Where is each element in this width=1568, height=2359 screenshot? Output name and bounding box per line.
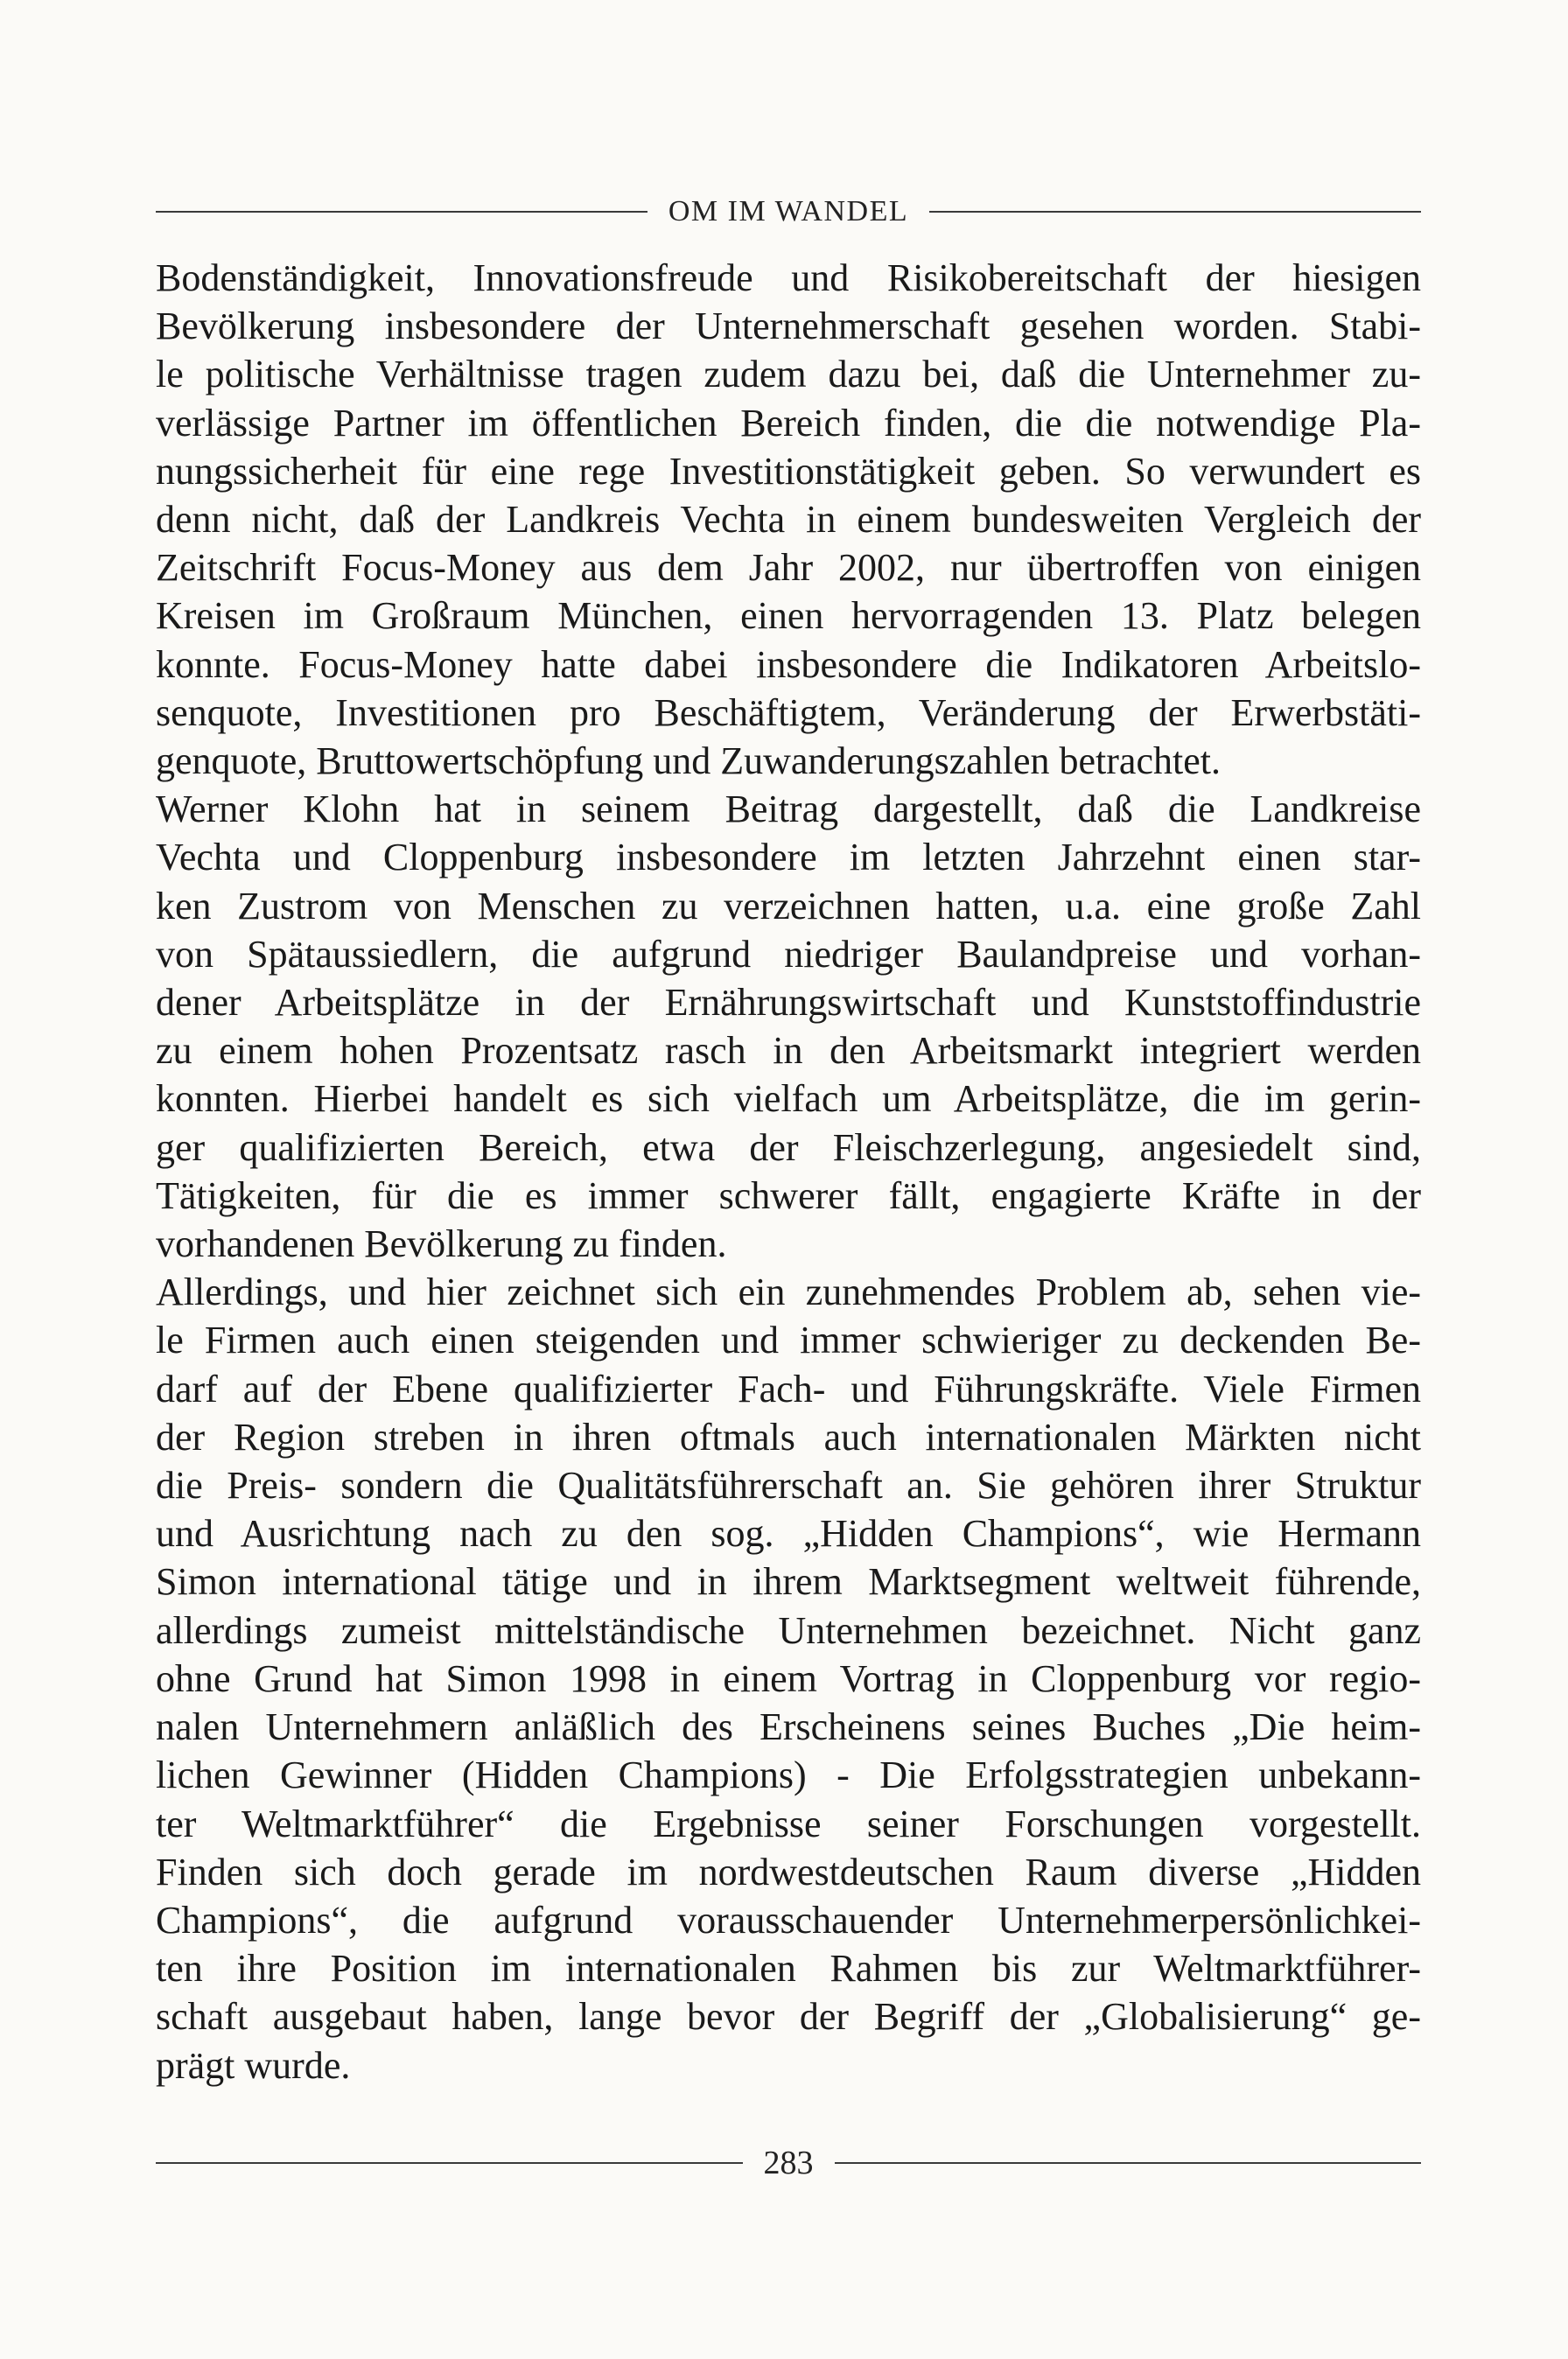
text-line: le Firmen auch einen steigenden und immer schwieriger zu deckenden Be- xyxy=(156,1319,1421,1362)
text-line: denn nicht, daß der Landkreis Vechta in einem bundesweiten Vergleich der xyxy=(156,498,1421,542)
text-line: die Preis- sondern die Qualitätsführerschaft an. Sie gehören ihrer Struktur xyxy=(156,1464,1421,1508)
text-line: Allerdings, und hier zeichnet sich ein zunehmendes Problem ab, sehen vie- xyxy=(156,1270,1421,1314)
paragraph xyxy=(156,785,1421,1268)
text-line: konnten. Hierbei handelt es sich vielfach um Arbeitsplätze, die im gerin- xyxy=(156,1077,1421,1121)
text-line: Bodenständigkeit, Innovationsfreude und Risikobereitschaft der hiesigen xyxy=(156,256,1421,299)
text-line: von Spätaussiedlern, die aufgrund niedriger Baulandpreise und vorhan- xyxy=(156,932,1421,976)
text-line: allerdings zumeist mittelständische Unternehmen bezeichnet. Nicht ganz xyxy=(156,1608,1421,1652)
text-line: lichen Gewinner (Hidden Champions) - Die Erfolgsstrategien unbekann- xyxy=(156,1754,1421,1797)
text-line: dener Arbeitsplätze in der Ernährungswirtschaft und Kunststoffindustrie xyxy=(156,981,1421,1025)
header-rule-left xyxy=(156,211,648,213)
text-line: senquote, Investitionen pro Beschäftigtem, Veränderung der Erwerbstäti- xyxy=(156,690,1421,734)
text-line: ter Weltmarktführer“ die Ergebnisse seiner Forschungen vorgestellt. xyxy=(156,1802,1421,1845)
text-line: Tätigkeiten, für die es immer schwerer fällt, engagierte Kräfte in der xyxy=(156,1173,1421,1217)
text-line: konnte. Focus-Money hatte dabei insbesondere die Indikatoren Arbeitslo- xyxy=(156,642,1421,686)
text-line: prägt wurde. xyxy=(156,2043,351,2087)
text-line: Werner Klohn hat in seinem Beitrag dargestellt, daß die Landkreise xyxy=(156,788,1421,831)
text-line: le politische Verhältnisse tragen zudem dazu bei, daß die Unternehmer zu- xyxy=(156,353,1421,396)
running-head-title: OM IM WANDEL xyxy=(668,195,909,228)
text-line: zu einem hohen Prozentsatz rasch in den Arbeitsmarkt integriert werden xyxy=(156,1029,1421,1073)
text-line: ohne Grund hat Simon 1998 in einem Vortrag in Cloppenburg vor regio- xyxy=(156,1656,1421,1700)
text-line: Bevölkerung insbesondere der Unternehmerschaft gesehen worden. Stabi- xyxy=(156,304,1421,348)
text-line: verlässige Partner im öffentlichen Bereich finden, die die notwendige Pla- xyxy=(156,401,1421,444)
text-line: Kreisen im Großraum München, einen hervorragenden 13. Platz belegen xyxy=(156,594,1421,638)
text-line: Simon international tätige und in ihrem Marktsegment weltweit führende, xyxy=(156,1560,1421,1604)
paragraph xyxy=(156,1268,1421,2089)
text-line: und Ausrichtung nach zu den sog. „Hidden Champions“, wie Hermann xyxy=(156,1512,1421,1556)
text-line: schaft ausgebaut haben, lange bevor der Begriff der „Globalisierung“ ge- xyxy=(156,1995,1421,2039)
running-header xyxy=(156,191,1421,233)
text-line: darf auf der Ebene qualifizierter Fach- und Führungskräfte. Viele Firmen xyxy=(156,1367,1421,1410)
text-line: vorhandenen Bevölkerung zu finden. xyxy=(156,1222,727,1266)
text-line: Zeitschrift Focus-Money aus dem Jahr 2002, nur übertroffen von einigen xyxy=(156,546,1421,590)
page-number: 283 xyxy=(763,2145,814,2181)
text-line: ten ihre Position im internationalen Rahmen bis zur Weltmarktführer- xyxy=(156,1947,1421,1991)
body-text xyxy=(156,254,1421,2090)
text-line: Finden sich doch gerade im nordwestdeutschen Raum diverse „Hidden xyxy=(156,1850,1421,1894)
paragraph xyxy=(156,254,1421,785)
text-line: nungssicherheit für eine rege Investitionstätigkeit geben. So verwundert es xyxy=(156,449,1421,493)
text-line: Champions“, die aufgrund vorausschauender Unternehmerpersönlichkei- xyxy=(156,1898,1421,1942)
text-line: Vechta und Cloppenburg insbesondere im letzten Jahrzehnt einen star- xyxy=(156,836,1421,879)
footer-rule-left xyxy=(156,2162,743,2164)
text-line: nalen Unternehmern anläßlich des Erscheinens seines Buches „Die heim- xyxy=(156,1705,1421,1749)
text-line: ger qualifizierten Bereich, etwa der Fleischzerlegung, angesiedelt sind, xyxy=(156,1125,1421,1169)
text-line: der Region streben in ihren oftmals auch internationalen Märkten nicht xyxy=(156,1415,1421,1459)
footer-rule-right xyxy=(835,2162,1422,2164)
text-line: genquote, Bruttowertschöpfung und Zuwanderungszahlen betrachtet. xyxy=(156,739,1221,783)
header-rule-right xyxy=(929,211,1421,213)
text-line: ken Zustrom von Menschen zu verzeichnen hatten, u.a. eine große Zahl xyxy=(156,884,1421,928)
page-footer xyxy=(156,2142,1421,2184)
